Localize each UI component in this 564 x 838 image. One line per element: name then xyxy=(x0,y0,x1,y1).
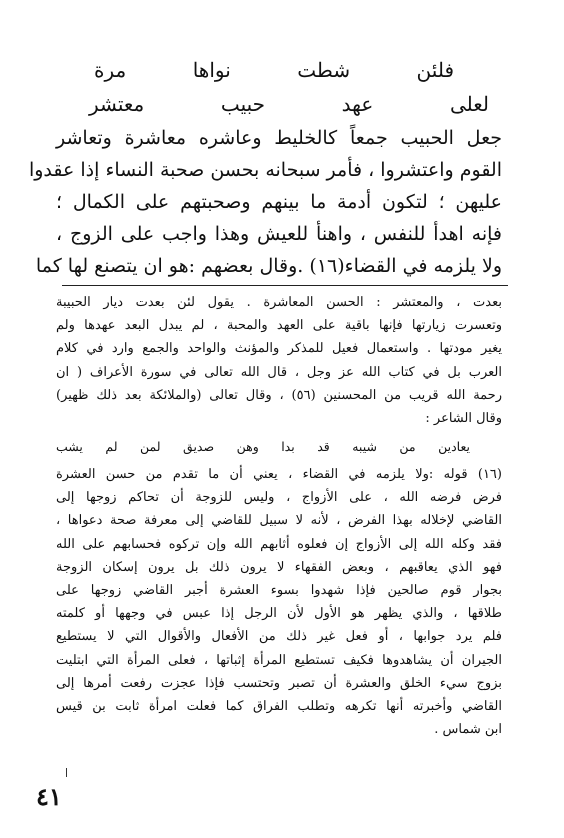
commentary-line: بعدت ، والمعتشر : الحسن المعاشرة . يقول لئن بعدت ديار الحبيبة xyxy=(56,295,502,310)
footnote-line: فهو الذي يعاقبهم ، وبعض الفقهاء لا يرون ذلك بل يرون إسكان الزوجة xyxy=(56,559,502,575)
footnote-line: بجوار قوم صالحين فإذا شهدوا بسوء العشرة أجبر القاضي زوجها على xyxy=(56,582,502,598)
page-number: ٤١ xyxy=(36,782,62,811)
main-text xyxy=(28,122,502,282)
main-text-line: ولا يلزمه في القضاء(١٦) .وقال بعضهم :هو ان يتصنع لها كما xyxy=(35,255,502,277)
footnote-divider xyxy=(62,285,508,286)
footnote-line: فقد وكله الله إلى الأزواج إن فعلوه أثابهم الله وإن تركوه فحسابهم على الله xyxy=(56,536,502,552)
margin-mark xyxy=(66,768,67,777)
footnote-line: ابن شماس . xyxy=(434,722,502,738)
commentary-line: وتعسرت زيارتها فإنها باقية على العهد والمحبة ، لم يبدل البعد عهدها ولم xyxy=(56,318,502,334)
commentary-block xyxy=(56,291,502,430)
commentary-line: العرب بل في كتاب الله عز وجل ، قال الله تعالى في سورة الأعراف ( ان xyxy=(56,364,502,380)
verse-line-1: فلئن شطت نواها مرة xyxy=(94,58,454,82)
footnote-line: القاضي لإخلاله بهذا الفرض ، لأنه لا سبيل للقاضي إلى معرفة صحة دعواها ، xyxy=(56,513,502,529)
commentary-line: رحمة الله قريب من المحسنين (٥٦) ، وقال تعالى (والملائكة بعد ذلك ظهير) xyxy=(56,387,502,403)
footnote-line: بزوج سيء الخلق والعشرة أن تصبر وتحتسب فإذا عجزت رفعت أمرها إلى xyxy=(56,675,502,691)
footnote-line: فرض فرضه الله ، على الأزواج ، وليس للزوجة أن تحاكم زوجها إلى xyxy=(56,490,502,506)
main-text-line: القوم واعتشروا ، فأمر سبحانه بحسن صحبة النساء إذا عقدوا xyxy=(28,159,502,181)
footnote-line: فلم يرد جوابها ، أو فعل غير ذلك من الأفعال والأقوال التي لا يستطيع xyxy=(56,629,502,645)
footnote-line: الجيران أن يشاهدوها فكيف تستطيع المرأة إثباتها ، فعلى المرأة التي ابتليت xyxy=(56,652,502,668)
footnote-line: (١٦) قوله :ولا يلزمه في القضاء ، يعني أن ما تقدم من حسن العشرة xyxy=(56,467,502,482)
footnote-line: القاضي وأخبرته أنها تكرهه وتطلب الفراق كما فعلت امرأة ثابت بن قيس xyxy=(56,698,502,714)
main-text-line: عليهن ؛ لتكون أدمة ما بينهم وصحبتهم على الكمال ؛ xyxy=(56,191,502,213)
main-text-line: جعل الحبيب جمعاً كالخليط وعاشره معاشرة وتعاشر xyxy=(56,127,502,149)
commentary-line: يغير مودتها . واستعمال فعيل للمذكر والمؤنث والواحد والجمع وارد في كلام xyxy=(56,341,502,357)
verse-line-2: لعلى عهد حبيب معتشر xyxy=(89,92,489,116)
poem-block xyxy=(56,435,470,458)
footnote-block xyxy=(56,463,502,741)
footnote-line: طلاقها ، والذي يظهر هو الأول لأن الرجل إذا عبس في وجهها أو كلمته xyxy=(56,606,502,622)
main-text-line: فإنه اهدأ للنفس ، واهنأ للعيش وهذا واجب على الزوج ، xyxy=(56,223,502,245)
poem-line: يعادين من شيبه قد بدا وهن صديق لمن لم يشب xyxy=(56,439,470,454)
commentary-line: وقال الشاعر : xyxy=(425,410,502,426)
